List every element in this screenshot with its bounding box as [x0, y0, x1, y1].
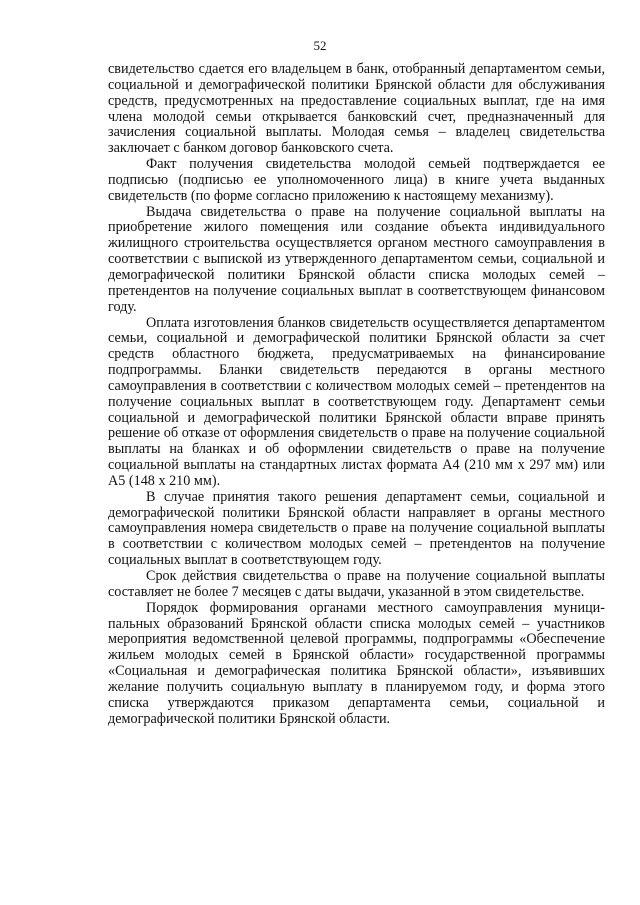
paragraph-signature-fact: Факт получения свидетельства молодой семьей подтверждается ее подписью (подписью ее уполномоченного лица) в книге учета выданных свидетельств (по форме согласно приложению к настоящему механизму).: [108, 156, 605, 204]
paragraph-blank-payment: Оплата изготовления бланков свидетельств осуществляется департаментом семьи, социальной и демографической политики Брянской области за счет средств областного бюджета, предусматриваемых на финансирование подпрограммы. Бланки свидетельств передаются в органы местного самоуправления в соответствии с количеством молодых семей – претендентов на получение социальных выплат в соответствующем году. Департамент семьи социальной и демографической политики Брянской области вправе принять решение об отказе от оформления свидетельств о праве на получение социальной выплаты на бланках и об оформлении свидетельств о праве на получение социальной выплаты на стандартных листах формата А4 (210 мм х 297 мм) или А5 (148 х 210 мм).: [108, 314, 605, 489]
page-number: 52: [313, 38, 327, 53]
paragraph-validity-period: Срок действия свидетельства о праве на получение социальной выплаты составляет не более 7 месяцев с даты выдачи, указанной в этом свидетельстве.: [108, 568, 605, 600]
document-body: [108, 62, 605, 727]
paragraph-decision-case: В случае принятия такого решения департамент семьи, социальной и демографической политики Брянской области направляет в органы местного самоуправления номера свидетельств о праве на получение социальной выплаты в соответствии с количеством молодых семей – претендентов на получение социальных выплат в соответствующем году.: [108, 488, 605, 569]
paragraph-list-procedure: Порядок формирования органами местного самоуправления муниципальных образований Брянской области списка молодых семей – участников мероприятия ведомственной целевой программы, подпрограммы «Обеспечение жильем молодых семей в Брянской области» государственной программы «Социальная и демографическая политика Брянской области», изъявивших желание получить социальную выплату в планируемом году, и форма этого списка утверждаются приказом департамента семьи, социальной и демографической политики Брянской области.: [108, 599, 605, 727]
paragraph-continuation: свидетельство сдается его владельцем в банк, отобранный департаментом семьи, социальной и демографической политики Брянской области для обслуживания средств, предусмотренных на предоставление социальных выплат, где на имя члена молодой семьи открывается банковский счет, предназначенный для зачисления социальной выплаты. Молодая семья – владелец свидетельства заключает с банком договор банковского счета.: [108, 61, 605, 157]
paragraph-certificate-issuance: Выдача свидетельства о праве на получение социальной выплаты на приобретение жилого помещения или создание объекта индивидуального жилищного строительства осуществляется органом местного самоуправления в соответствии с выпиской из утвержденного департаментом семьи, социальной и демографической политики Брянской области списка молодых семей – претендентов на получение социальных выплат в соответствующем финансовом году.: [108, 203, 605, 315]
